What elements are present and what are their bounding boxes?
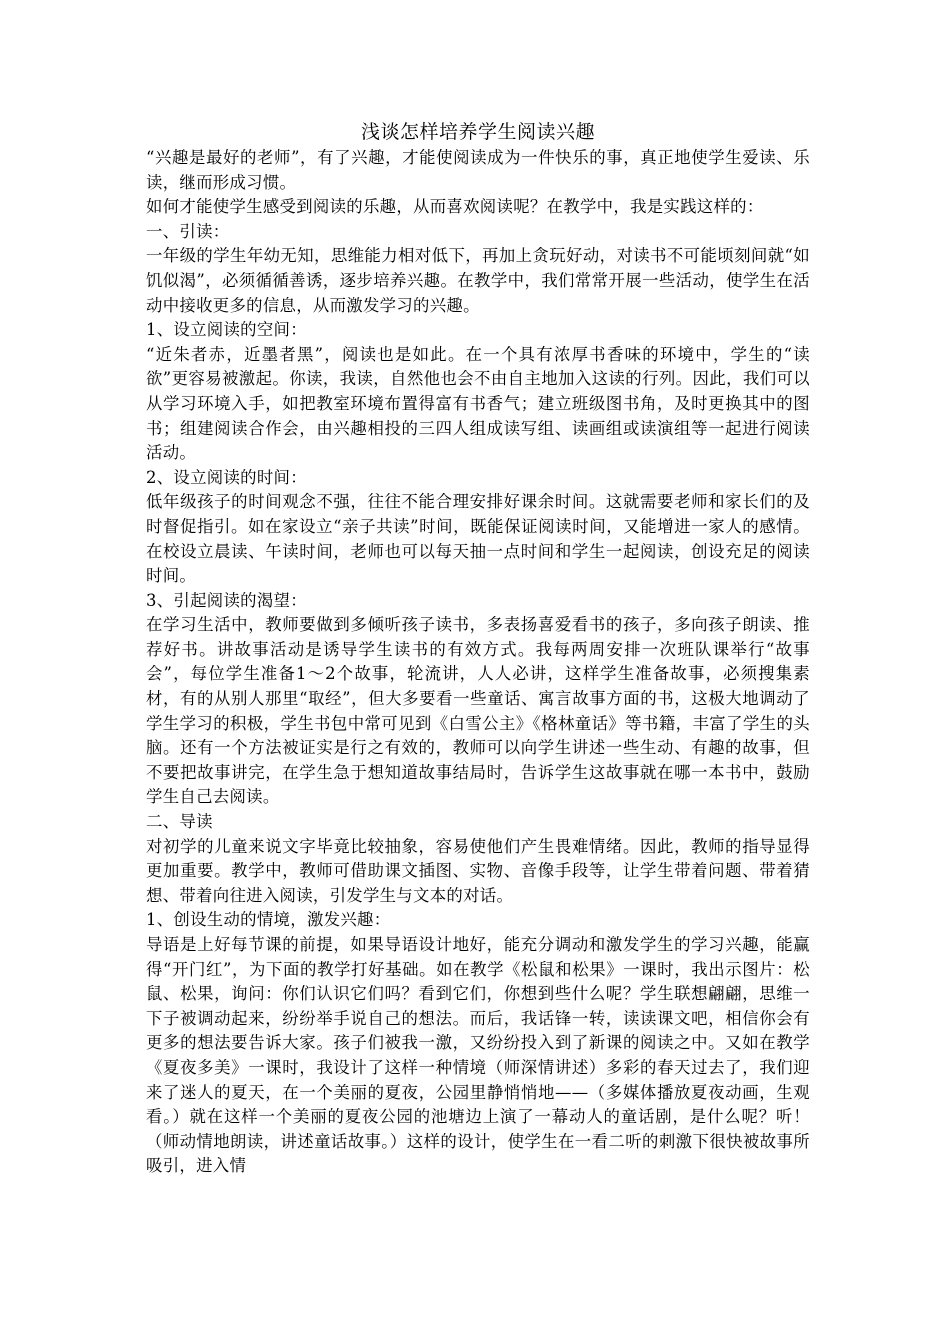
paragraph-subsection-1-3: 在学习生活中，教师要做到多倾听孩子读书，多表扬喜爱看书的孩子，多向孩子朗读、推荐好书。讲故事活动是诱导学生读书的有效方式。我每两周安排一次班队课举行“故事会”，每位学生准备1～2个故事，轮流讲，人人必讲，这样学生准备故事，必须搜集素材，有的从别人那里“取经”，但大多要看一些童话、寓言故事方面的书，这极大地调动了学生学习的积极，学生书包中常可见到《白雪公主》《格林童话》等书籍，丰富了学生的头脑。还有一个方法被证实是行之有效的，教师可以向学生讲述一些生动、有趣的故事，但不要把故事讲完，在学生急于想知道故事结局时，告诉学生这故事就在哪一本书中，鼓励学生自己去阅读。	[146, 615, 810, 807]
document-title: 浅谈怎样培养学生阅读兴趣	[360, 121, 595, 143]
paragraph-subsection-1-1: “近朱者赤，近墨者黑”，阅读也是如此。在一个具有浓厚书香味的环境中，学生的“读欲”更容易被激起。你读，我读，自然他也会不由自主地加入这读的行列。因此，我们可以从学习环境入手，如把教室环境布置得富有书香气；建立班级图书角，及时更换其中的图书；组建阅读合作会，由兴趣相投的三四人组成读写组、读画组或读演组等一起进行阅读活动。	[146, 344, 810, 463]
heading-subsection-2-1: 1、创设生动的情境，激发兴趣：	[146, 910, 391, 930]
heading-subsection-1-1: 1、设立阅读的空间：	[146, 320, 307, 340]
heading-subsection-1-2: 2、设立阅读的时间：	[146, 467, 307, 487]
heading-section-1: 一、引读：	[146, 221, 230, 241]
document-body	[146, 118, 810, 1179]
paragraph-subsection-1-2: 低年级孩子的时间观念不强，往往不能合理安排好课余时间。这就需要老师和家长们的及时督促指引。如在家设立“亲子共读”时间，既能保证阅读时间，又能增进一家人的感情。在校设立晨读、午读时间，老师也可以每天抽一点时间和学生一起阅读，创设充足的阅读时间。	[146, 492, 810, 586]
paragraph-intro-quote: “兴趣是最好的老师”，有了兴趣，才能使阅读成为一件快乐的事，真正地使学生爱读、乐读，继而形成习惯。	[146, 148, 810, 192]
heading-section-2: 二、导读	[146, 812, 213, 832]
paragraph-subsection-2-1: 导语是上好每节课的前提，如果导语设计地好，能充分调动和激发学生的学习兴趣，能赢得“开门红”，为下面的教学打好基础。如在教学《松鼠和松果》一课时，我出示图片：松鼠、松果，询问：你们认识它们吗？看到它们，你想到些什么呢？学生联想翩翩，思维一下子被调动起来，纷纷举手说自己的想法。而后，我话锋一转，读读课文吧，相信你会有更多的想法要告诉大家。孩子们被我一激，又纷纷投入到了新课的阅读之中。又如在教学《夏夜多美》一课时，我设计了这样一种情境（师深情讲述）多彩的春天过去了，我们迎来了迷人的夏天，在一个美丽的夏夜，公园里静悄悄地——（多媒体播放夏夜动画，生观看。）就在这样一个美丽的夏夜公园的池塘边上演了一幕动人的童话剧，是什么呢？听！（师动情地朗读，讲述童话故事。）这样的设计，使学生在一看二听的刺激下很快被故事所吸引，进入情	[146, 935, 810, 1176]
paragraph-section-1-intro: 一年级的学生年幼无知，思维能力相对低下，再加上贪玩好动，对读书不可能顷刻间就“如饥似渴”，必须循循善诱，逐步培养兴趣。在教学中，我们常常开展一些活动，使学生在活动中接收更多的信息，从而激发学习的兴趣。	[146, 246, 810, 315]
paragraph-section-2-intro: 对初学的儿童来说文字毕竟比较抽象，容易使他们产生畏难情绪。因此，教师的指导显得更加重要。教学中，教师可借助课文插图、实物、音像手段等，让学生带着问题、带着猜想、带着向往进入阅读，引发学生与文本的对话。	[146, 836, 810, 905]
heading-subsection-1-3: 3、引起阅读的渴望：	[146, 590, 307, 610]
paragraph-question: 如何才能使学生感受到阅读的乐趣，从而喜欢阅读呢？在教学中，我是实践这样的：	[146, 197, 764, 217]
